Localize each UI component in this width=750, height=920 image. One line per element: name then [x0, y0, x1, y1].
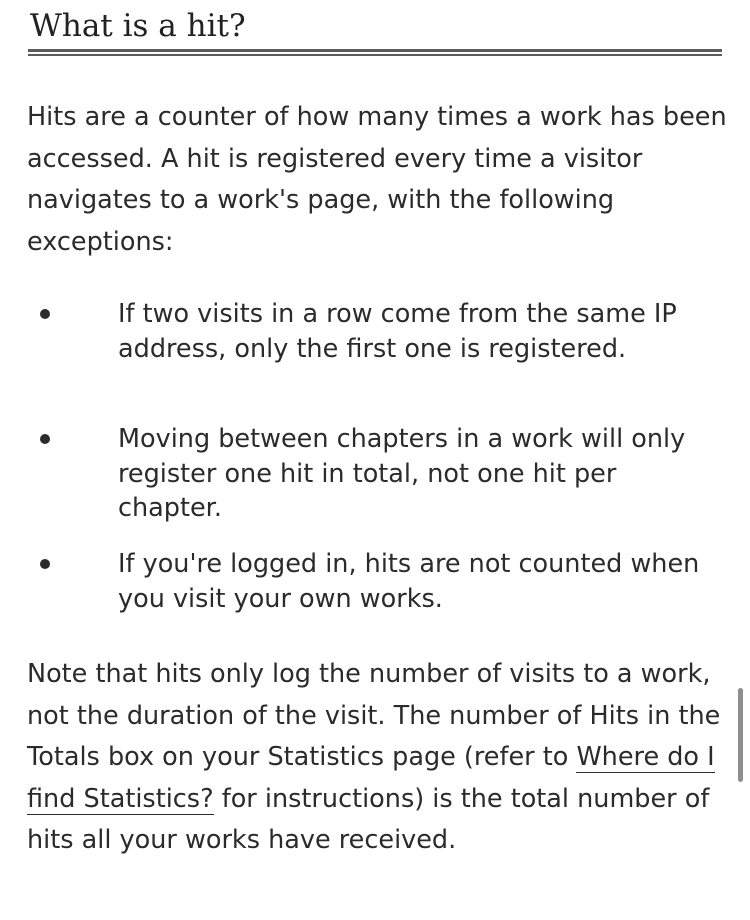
intro-paragraph: Hits are a counter of how many times a work has been accessed. A hit is registered every time a visitor navigates to a work's page, with the following exceptions: [27, 102, 727, 257]
bullet-icon [40, 434, 50, 444]
title-divider-underline [28, 54, 722, 56]
bullet-icon [40, 309, 50, 319]
note-text-after: for instructions) is the total number of hits all your works have received. [27, 783, 710, 855]
title-divider [28, 49, 722, 52]
list-item-text: Moving between chapters in a work will only register one hit in total, not one hit per chapter. [118, 424, 686, 523]
list-item-text: If two visits in a row come from the same IP address, only the first one is registered. [118, 299, 677, 364]
bullet-icon [40, 559, 50, 569]
list-item-text: If you're logged in, hits are not counted when you visit your own works. [118, 549, 700, 614]
scrollbar-thumb[interactable] [738, 688, 743, 782]
statistics-help-link[interactable]: Where do I find Statistics? [27, 742, 715, 814]
note-paragraph [27, 654, 737, 862]
page-title: What is a hit? [30, 8, 246, 44]
note-text-before: Note that hits only log the number of visits to a work, not the duration of the visit. The number of Hits in the Totals box on your Statistics page (refer to [27, 659, 721, 772]
